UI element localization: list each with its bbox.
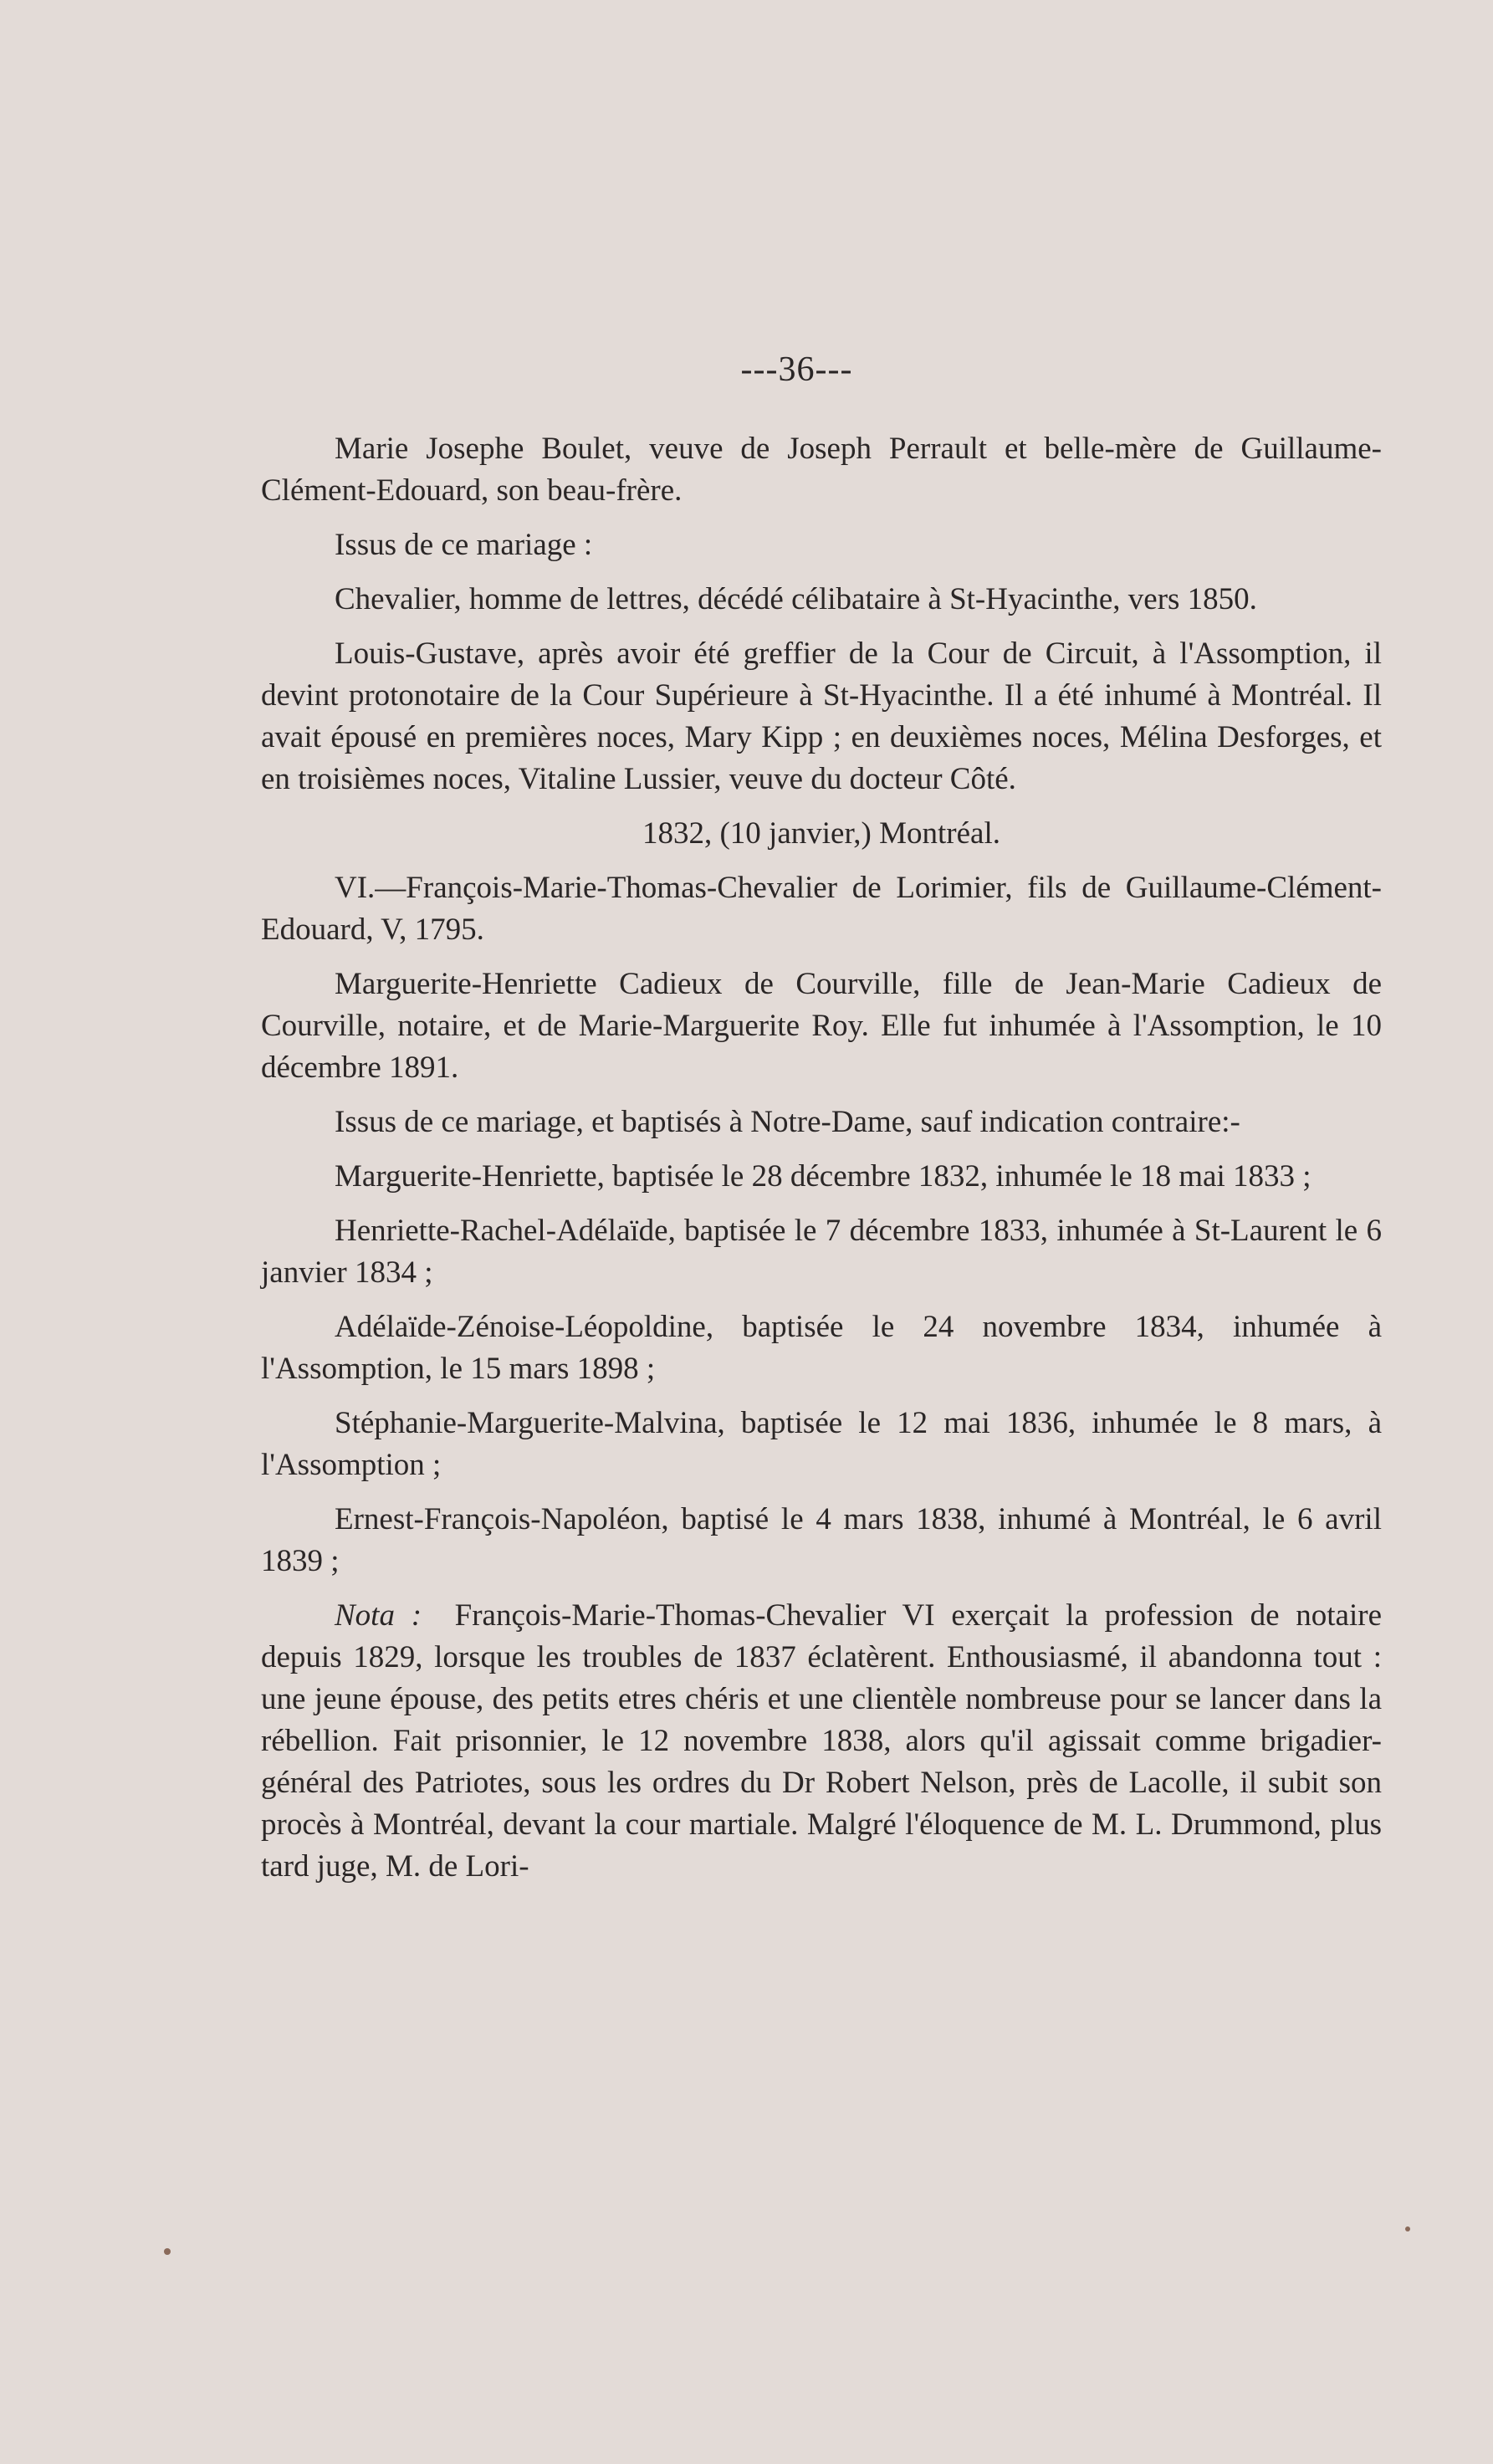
paper-speck-1 — [164, 2248, 171, 2255]
paragraph-child-1: Marguerite-Henriette, baptisée le 28 décembre 1832, inhumée le 18 mai 1833 ; — [335, 1159, 1311, 1194]
paragraph-nota — [261, 1595, 1382, 1888]
paragraph-child-5: Ernest-François-Napoléon, baptisé le 4 mars 1838, inhumé à Montréal, le 6 avril 1839 ; — [261, 1502, 1382, 1578]
paragraph-issue-heading: Issus de ce mariage : — [335, 528, 593, 562]
paragraph-marriage-note: Marie Josephe Boulet, veuve de Joseph Perrault et belle-mère de Guillaume-Clément-Edouard, son beau-frère. — [261, 432, 1382, 508]
paragraph-generation-vi: VI.—François-Marie-Thomas-Chevalier de Lorimier, fils de Guillaume-Clément-Edouard, V, 1795. — [261, 871, 1382, 947]
marriage-date-line: 1832, (10 janvier,) Montréal. — [642, 816, 1000, 851]
paragraph-louis-gustave: Louis-Gustave, après avoir été greffier de la Cour de Circuit, à l'Assomption, il devint protonotaire de la Cour Supérieure à St-Hyacinthe. Il a été inhumé à Montréal. Il avait épousé en premières noces, Mary Kipp ; en deuxièmes noces, Mélina Desforges, et en troisièmes noces, Vitaline Lussier, veuve du docteur Côté. — [261, 636, 1382, 796]
nota-label: Nota : — [335, 1598, 422, 1633]
paragraph-child-3: Adélaïde-Zénoise-Léopoldine, baptisée le 24 novembre 1834, inhumée à l'Assomption, le 15 mars 1898 ; — [261, 1310, 1382, 1386]
paragraph-issue-baptised: Issus de ce mariage, et baptisés à Notre-Dame, sauf indication contraire:- — [335, 1105, 1240, 1139]
paper-speck-2 — [1405, 2226, 1410, 2231]
paragraph-chevalier: Chevalier, homme de lettres, décédé célibataire à St-Hyacinthe, vers 1850. — [335, 582, 1257, 616]
body-text — [261, 428, 1382, 1900]
page-number: ---36--- — [740, 350, 853, 389]
paragraph-child-4: Stéphanie-Marguerite-Malvina, baptisée le 12 mai 1836, inhumée le 8 mars, à l'Assomption ; — [261, 1406, 1382, 1482]
nota-text: François-Marie-Thomas-Chevalier VI exerçait la profession de notaire depuis 1829, lorsque les troubles de 1837 éclatèrent. Enthousiasmé, il abandonna tout : une jeune épouse, des petits etres chéris et une clientèle nombreuse pour se lancer dans la rébellion. Fait prisonnier, le 12 novembre 1838, alors qu'il agissait comme brigadier-général des Patriotes, sous les ordres du Dr Robert Nelson, près de Lacolle, il subit son procès à Montréal, devant la cour martiale. Malgré l'éloquence de M. L. Drummond, plus tard juge, M. de Lori- — [261, 1598, 1382, 1884]
paragraph-child-2: Henriette-Rachel-Adélaïde, baptisée le 7 décembre 1833, inhumée à St-Laurent le 6 janvier 1834 ; — [261, 1214, 1382, 1290]
paragraph-spouse: Marguerite-Henriette Cadieux de Courville, fille de Jean-Marie Cadieux de Courville, notaire, et de Marie-Marguerite Roy. Elle fut inhumée à l'Assomption, le 10 décembre 1891. — [261, 967, 1382, 1085]
